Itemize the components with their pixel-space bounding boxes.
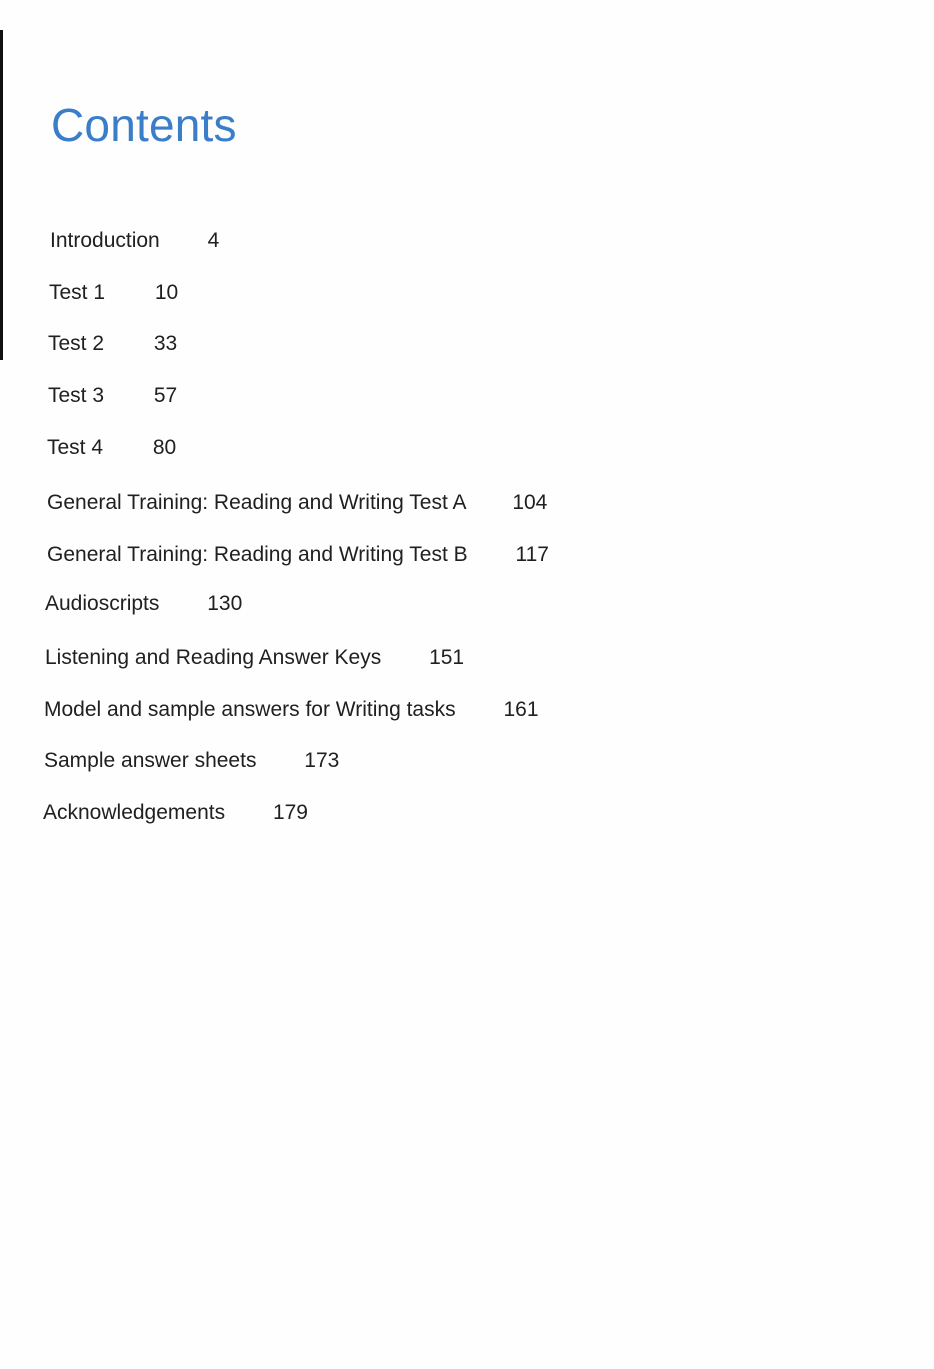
toc-entry-page-number: 173	[304, 749, 340, 772]
toc-entry-label: General Training: Reading and Writing Test B	[47, 543, 468, 566]
toc-entry-page-number: 80	[152, 436, 177, 459]
toc-entry-label: Listening and Reading Answer Keys	[45, 646, 382, 669]
toc-entry-test-3	[48, 383, 177, 409]
toc-entry-label: General Training: Reading and Writing Test A	[47, 491, 467, 514]
toc-entry-page-number: 130	[207, 592, 243, 615]
toc-entry-general-training-a	[47, 490, 547, 516]
toc-entry-page-number: 10	[154, 281, 179, 304]
toc-entry-page-number: 161	[503, 698, 539, 721]
toc-entry-page-number: 4	[207, 229, 220, 252]
toc-entry-audioscripts	[45, 591, 242, 617]
toc-entry-general-training-b	[47, 542, 549, 568]
toc-entry-label: Test 4	[47, 436, 104, 459]
toc-entry-label: Audioscripts	[45, 592, 160, 615]
toc-entry-page-number: 57	[153, 384, 178, 407]
toc-entry-model-answers	[44, 697, 539, 723]
toc-entry-page-number: 151	[429, 646, 465, 669]
toc-entry-page-number: 104	[512, 491, 548, 514]
toc-entry-test-2	[48, 331, 177, 357]
toc-entry-acknowledgements	[43, 800, 308, 826]
scan-edge-shadow	[0, 30, 3, 360]
toc-entry-test-1	[49, 280, 178, 306]
toc-entry-label: Test 3	[48, 384, 105, 407]
toc-entry-page-number: 33	[153, 332, 178, 355]
toc-entry-test-4	[47, 435, 176, 461]
toc-entry-label: Test 1	[49, 281, 106, 304]
toc-entry-page-number: 179	[272, 801, 308, 824]
toc-entry-label: Test 2	[48, 332, 105, 355]
toc-entry-label: Model and sample answers for Writing tasks	[44, 698, 456, 721]
page-title: Contents	[51, 99, 237, 151]
toc-entry-label: Introduction	[50, 229, 160, 252]
toc-entry-label: Acknowledgements	[43, 801, 226, 824]
toc-entry-introduction	[50, 228, 219, 254]
toc-entry-page-number: 117	[515, 543, 549, 566]
toc-entry-answer-keys	[45, 645, 464, 671]
toc-entry-answer-sheets	[44, 748, 339, 774]
toc-entry-label: Sample answer sheets	[44, 749, 257, 772]
